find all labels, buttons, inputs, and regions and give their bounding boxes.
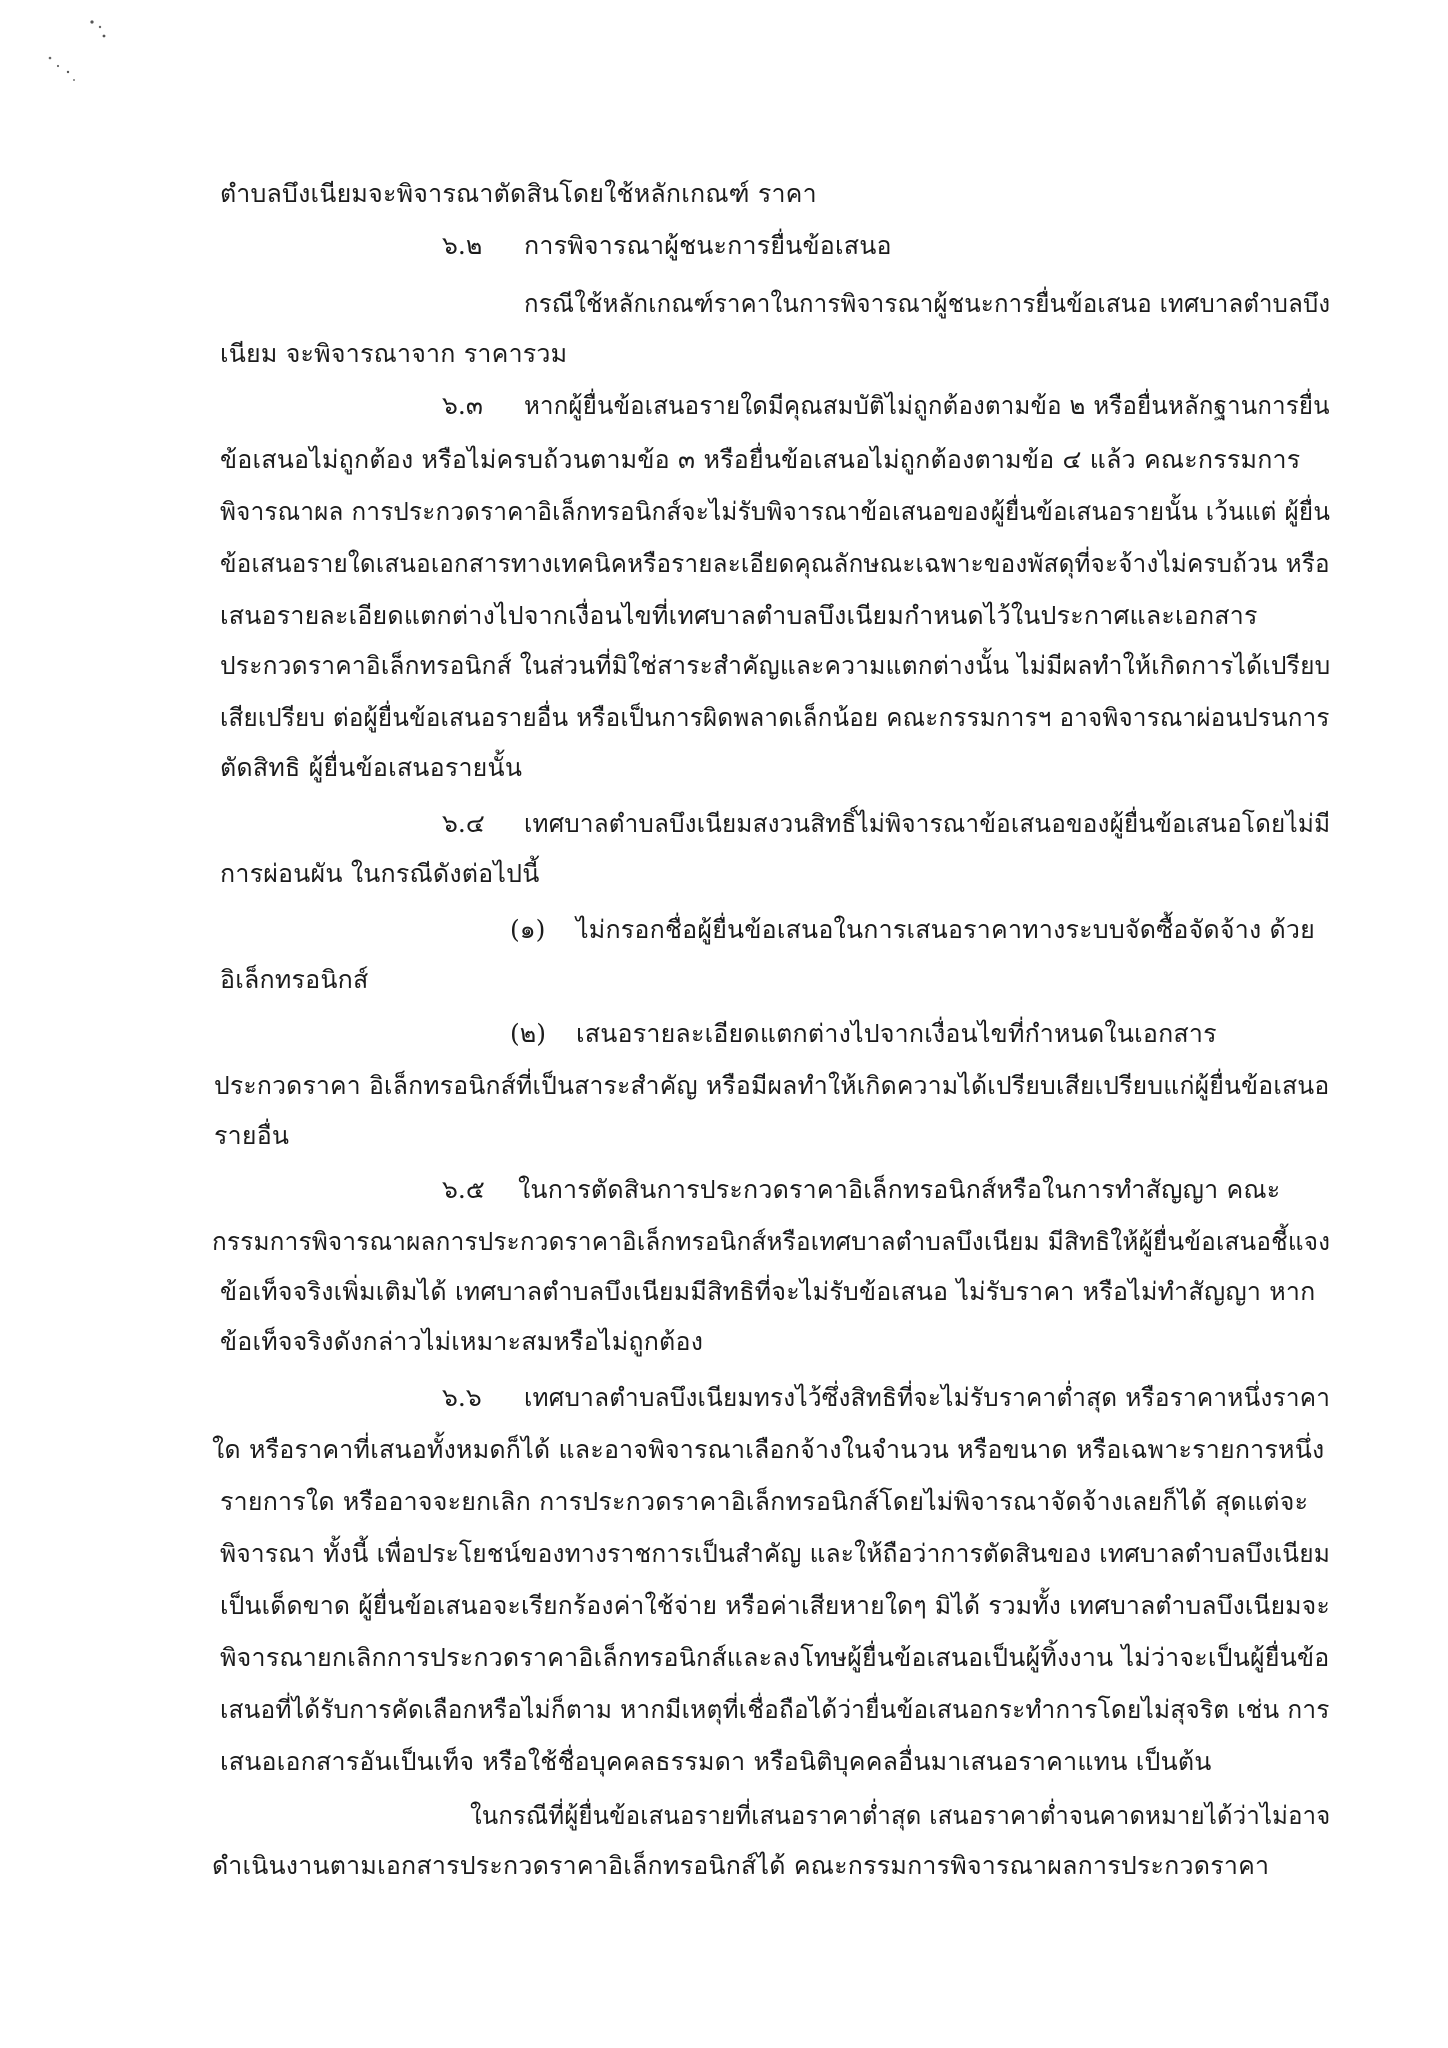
- text-line: เนียม จะพิจารณาจาก ราคารวม: [220, 339, 568, 368]
- clause-number-6-4: ๖.๔: [442, 809, 485, 838]
- text-line: ในกรณีที่ผู้ยื่นข้อเสนอรายที่เสนอราคาต่ำสุด เสนอราคาต่ำจนคาดหมายได้ว่าไม่อาจ: [470, 1801, 1331, 1830]
- sub-item-number-1: (๑): [510, 915, 546, 944]
- text-line: รายอื่น: [214, 1121, 290, 1150]
- text-line: เสนอที่ได้รับการคัดเลือกหรือไม่ก็ตาม หากมีเหตุที่เชื่อถือได้ว่ายื่นข้อเสนอกระทำการโดยไม่สุจริต เช่น การ: [220, 1695, 1330, 1724]
- text-line: อิเล็กทรอนิกส์: [220, 965, 369, 994]
- text-line: ข้อเสนอไม่ถูกต้อง หรือไม่ครบถ้วนตามข้อ ๓ หรือยื่นข้อเสนอไม่ถูกต้องตามข้อ ๔ แล้ว คณะกรรมการ: [220, 445, 1301, 474]
- text-line: เป็นเด็ดขาด ผู้ยื่นข้อเสนอจะเรียกร้องค่าใช้จ่าย หรือค่าเสียหายใดๆ มิได้ รวมทั้ง เทศบาลตำบลบึงเนียมจะ: [220, 1591, 1330, 1620]
- text-line: กรณีใช้หลักเกณฑ์ราคาในการพิจารณาผู้ชนะการยื่นข้อเสนอ เทศบาลตำบลบึง: [524, 289, 1331, 318]
- text-line: กรรมการพิจารณาผลการประกวดราคาอิเล็กทรอนิกส์หรือเทศบาลตำบลบึงเนียม มีสิทธิให้ผู้ยื่นข้อเสนอชี้แจง: [212, 1227, 1331, 1256]
- sub-item-number-2: (๒): [510, 1019, 546, 1048]
- text-line: ไม่กรอกชื่อผู้ยื่นข้อเสนอในการเสนอราคาทางระบบจัดซื้อจัดจ้าง ด้วย: [576, 915, 1316, 944]
- text-line: พิจารณาผล การประกวดราคาอิเล็กทรอนิกส์จะไม่รับพิจารณาข้อเสนอของผู้ยื่นข้อเสนอรายนั้น เว้นแต่ ผู้ยื่น: [220, 497, 1331, 526]
- text-line: รายการใด หรืออาจจะยกเลิก การประกวดราคาอิเล็กทรอนิกส์โดยไม่พิจารณาจัดจ้างเลยก็ได้ สุดแต่จะ: [220, 1487, 1309, 1516]
- text-line: ประกวดราคา อิเล็กทรอนิกส์ที่เป็นสาระสำคัญ หรือมีผลทำให้เกิดความได้เปรียบเสียเปรียบแก่ผู้ยื่นข้อเสนอ: [214, 1071, 1330, 1100]
- text-line: ข้อเสนอรายใดเสนอเอกสารทางเทคนิคหรือรายละเอียดคุณลักษณะเฉพาะของพัสดุที่จะจ้างไม่ครบถ้วน หรือ: [220, 549, 1330, 578]
- text-line: ประกวดราคาอิเล็กทรอนิกส์ ในส่วนที่มิใช่สาระสำคัญและความแตกต่างนั้น ไม่มีผลทำให้เกิดการได้เปรียบ: [220, 651, 1331, 680]
- text-line: พิจารณา ทั้งนี้ เพื่อประโยชน์ของทางราชการเป็นสำคัญ และให้ถือว่าการตัดสินของ เทศบาลตำบลบึงเนียม: [220, 1539, 1331, 1568]
- text-line: ดำเนินงานตามเอกสารประกวดราคาอิเล็กทรอนิกส์ได้ คณะกรรมการพิจารณาผลการประกวดราคา: [212, 1851, 1270, 1880]
- text-line: เทศบาลตำบลบึงเนียมทรงไว้ซึ่งสิทธิที่จะไม่รับราคาต่ำสุด หรือราคาหนึ่งราคา: [524, 1383, 1331, 1412]
- text-line: ในการตัดสินการประกวดราคาอิเล็กทรอนิกส์หรือในการทำสัญญา คณะ: [518, 1175, 1281, 1204]
- text-line: ใด หรือราคาที่เสนอทั้งหมดก็ได้ และอาจพิจารณาเลือกจ้างในจำนวน หรือขนาด หรือเฉพาะรายการหนึ่ง: [212, 1435, 1325, 1464]
- text-line: เสนอรายละเอียดแตกต่างไปจากเงื่อนไขที่กำหนดในเอกสาร: [576, 1019, 1217, 1048]
- text-line: ตัดสิทธิ ผู้ยื่นข้อเสนอรายนั้น: [220, 753, 523, 782]
- text-line: ข้อเท็จจริงดังกล่าวไม่เหมาะสมหรือไม่ถูกต้อง: [220, 1327, 704, 1356]
- clause-number-6-5: ๖.๕: [442, 1175, 485, 1204]
- clause-number-6-3: ๖.๓: [442, 391, 483, 420]
- clause-number-6-6: ๖.๖: [442, 1383, 482, 1412]
- text-line: เทศบาลตำบลบึงเนียมสงวนสิทธิ์ไม่พิจารณาข้อเสนอของผู้ยื่นข้อเสนอโดยไม่มี: [524, 809, 1331, 838]
- text-line: การผ่อนผัน ในกรณีดังต่อไปนี้: [220, 859, 540, 888]
- text-line: หากผู้ยื่นข้อเสนอรายใดมีคุณสมบัติไม่ถูกต้องตามข้อ ๒ หรือยื่นหลักฐานการยื่น: [524, 391, 1330, 420]
- text-line: ตำบลบึงเนียมจะพิจารณาตัดสินโดยใช้หลักเกณฑ์ ราคา: [220, 179, 817, 208]
- text-line: เสนอรายละเอียดแตกต่างไปจากเงื่อนไขที่เทศบาลตำบลบึงเนียมกำหนดไว้ในประกาศและเอกสาร: [220, 601, 1258, 630]
- clause-heading-6-2: การพิจารณาผู้ชนะการยื่นข้อเสนอ: [524, 231, 892, 260]
- text-line: เสียเปรียบ ต่อผู้ยื่นข้อเสนอรายอื่น หรือเป็นการผิดพลาดเล็กน้อย คณะกรรมการฯ อาจพิจารณาผ่อนปรนการ: [220, 703, 1330, 732]
- text-line: เสนอเอกสารอันเป็นเท็จ หรือใช้ชื่อบุคคลธรรมดา หรือนิติบุคคลอื่นมาเสนอราคาแทน เป็นต้น: [220, 1747, 1212, 1776]
- text-line: ข้อเท็จจริงเพิ่มเติมได้ เทศบาลตำบลบึงเนียมมีสิทธิที่จะไม่รับข้อเสนอ ไม่รับราคา หรือไม่ทำสัญญา หาก: [220, 1277, 1316, 1306]
- clause-number-6-2: ๖.๒: [442, 231, 483, 260]
- text-line: พิจารณายกเลิกการประกวดราคาอิเล็กทรอนิกส์และลงโทษผู้ยื่นข้อเสนอเป็นผู้ทิ้งงาน ไม่ว่าจะเป็นผู้ยื่นข้อ: [220, 1643, 1330, 1672]
